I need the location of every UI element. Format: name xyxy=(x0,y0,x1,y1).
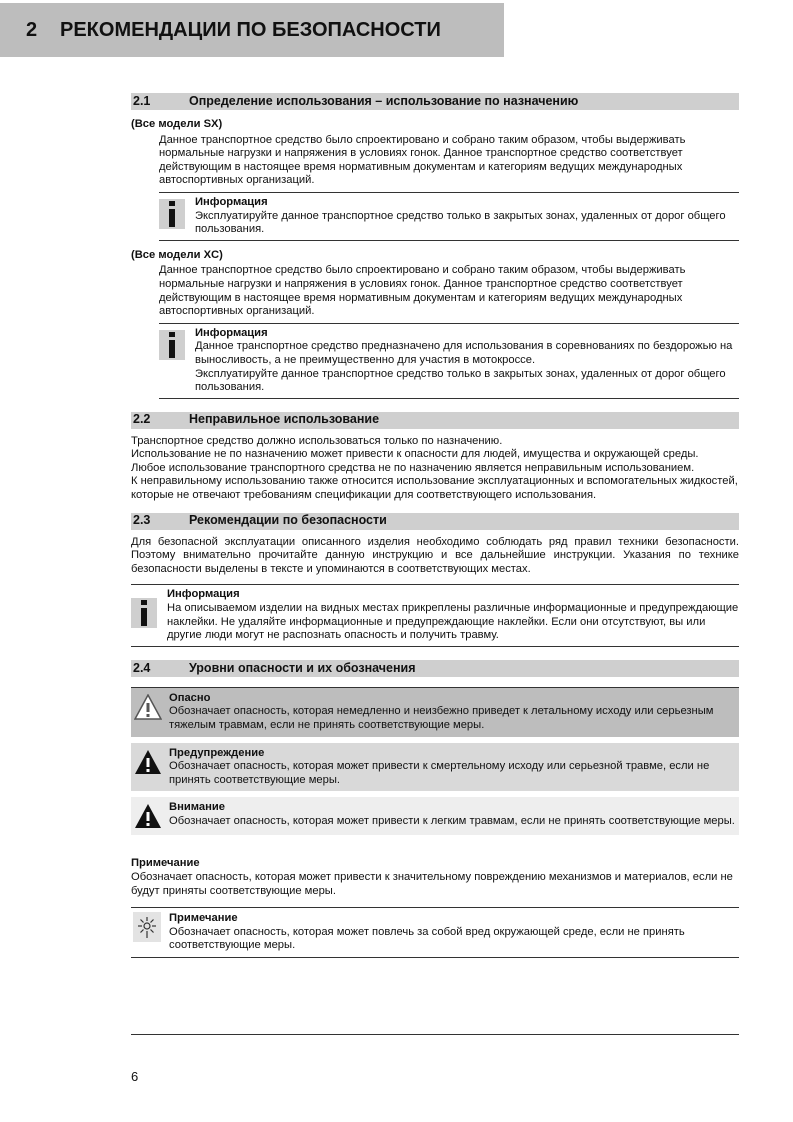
warning-title: Предупреждение xyxy=(169,746,265,759)
info-text: На описываемом изделии на видных местах прикреплены различные информационные и предупреждающие наклейки. Не удаляйте информационные и предупреждающие наклейки. Если они отсутствуют, вы или другие люди могут не распознать опасность и получить травму. xyxy=(167,602,739,642)
section-title: Рекомендации по безопасности xyxy=(189,513,387,528)
caution-text: Обозначает опасность, которая может привести к легким травмам, если не принять соответствующие меры. xyxy=(169,814,735,827)
chapter-title: РЕКОМЕНДАЦИИ ПО БЕЗОПАСНОСТИ xyxy=(60,18,441,41)
environment-note-block xyxy=(131,907,739,958)
info-title: Информация xyxy=(195,326,268,339)
sx-info-box xyxy=(159,192,739,241)
danger-title: Опасно xyxy=(169,691,211,704)
info-icon xyxy=(159,199,185,229)
environment-flower-icon xyxy=(133,912,161,942)
page-content xyxy=(131,93,739,958)
danger-warning-icon xyxy=(133,692,163,722)
xc-info-box xyxy=(159,323,739,399)
safety-paragraph: Для безопасной эксплуатации описанного изделия необходимо соблюдать ряд правил техники безопасности. Поэтому внимательно прочитайте данную инструкцию и все дальнейшие инструкции. Указания по технике безопасности выделены в тексте и упоминаются в соответствующих местах. xyxy=(131,535,739,575)
note-block xyxy=(131,857,739,898)
warning-icon xyxy=(133,747,163,777)
environment-note-text: Обозначает опасность, которая может повлечь за собой вред окружающей среде, если не принять соответствующие меры. xyxy=(169,925,685,952)
info-text-1: Данное транспортное средство предназначено для использования в соревнованиях по бездорожью на выносливость, а не преимущественно для участия в мотокроссе. xyxy=(195,340,733,366)
xc-paragraph: Данное транспортное средство было спроектировано и собрано таким образом, чтобы выдерживать нормальные нагрузки и напряжения в условиях гонок. Данное транспортное средство соответствует действующим в настоящее время нормативным документам и категориям ведущих международных автоспортивных организаций. xyxy=(159,264,686,318)
section-number: 2.4 xyxy=(133,660,151,675)
warning-block xyxy=(131,743,739,792)
caution-block xyxy=(131,797,739,835)
note-text: Обозначает опасность, которая может привести к значительному повреждению механизмов и материалов, если не будут приняты соответствующие меры. xyxy=(131,870,733,897)
misuse-paragraph-2: Использование не по назначению может привести к опасности для людей, имущества и окружающей среды. xyxy=(131,448,699,461)
footer-divider xyxy=(131,1034,739,1035)
sx-models-label: (Все модели SX) xyxy=(131,118,223,130)
caution-title: Внимание xyxy=(169,801,225,814)
misuse-paragraph-1: Транспортное средство должно использоваться только по назначению. xyxy=(131,434,503,447)
safety-info-box xyxy=(131,584,739,646)
danger-block xyxy=(131,687,739,737)
section-2-2-heading xyxy=(131,412,739,429)
section-number: 2.1 xyxy=(133,93,151,108)
info-text: Эксплуатируйте данное транспортное средство только в закрытых зонах, удаленных от дорог общего пользования. xyxy=(195,209,726,236)
misuse-paragraph-3: Любое использование транспортного средства не по назначению является неправильным использованием. xyxy=(131,461,695,474)
section-number: 2.3 xyxy=(133,513,151,528)
section-title: Неправильное использование xyxy=(189,412,380,427)
page-number: 6 xyxy=(131,1069,139,1084)
environment-note-title: Примечание xyxy=(169,912,238,925)
section-2-3-heading xyxy=(131,513,739,530)
note-title: Примечание xyxy=(131,857,200,870)
info-title: Информация xyxy=(167,588,240,601)
section-number: 2.2 xyxy=(133,412,151,427)
xc-models-label: (Все модели XC) xyxy=(131,248,223,261)
info-title: Информация xyxy=(195,195,268,208)
info-icon xyxy=(159,330,185,360)
section-2-1-heading xyxy=(131,93,739,110)
info-icon xyxy=(131,598,157,628)
section-title: Уровни опасности и их обозначения xyxy=(189,660,416,675)
chapter-number: 2 xyxy=(26,18,38,41)
caution-icon xyxy=(133,801,163,831)
danger-text: Обозначает опасность, которая немедленно и неизбежно приведет к летальному исходу или серьезным тяжелым травмам, если не принять соответствующие меры. xyxy=(169,705,714,731)
sx-paragraph: Данное транспортное средство было спроектировано и собрано таким образом, чтобы выдерживать нормальные нагрузки и напряжения в условиях гонок. Данное транспортное средство соответствует действующим в настоящее время нормативным документам и категориям ведущих международных автоспортивных организаций. xyxy=(159,133,686,187)
section-2-4-heading xyxy=(131,660,739,677)
warning-text: Обозначает опасность, которая может привести к смертельному исходу или серьезной травме, если не принять соответствующие меры. xyxy=(169,760,710,786)
misuse-paragraph-4: К неправильному использованию также относится использование эксплуатационных и вспомогательных жидкостей, которые не отвечают требованиям спецификации для соответствующего использования. xyxy=(131,475,738,502)
info-text-2: Эксплуатируйте данное транспортное средство только в закрытых зонах, удаленных от дорог общего пользования. xyxy=(195,367,726,394)
chapter-heading xyxy=(0,3,504,57)
section-title: Определение использования – использование по назначению xyxy=(189,93,579,108)
